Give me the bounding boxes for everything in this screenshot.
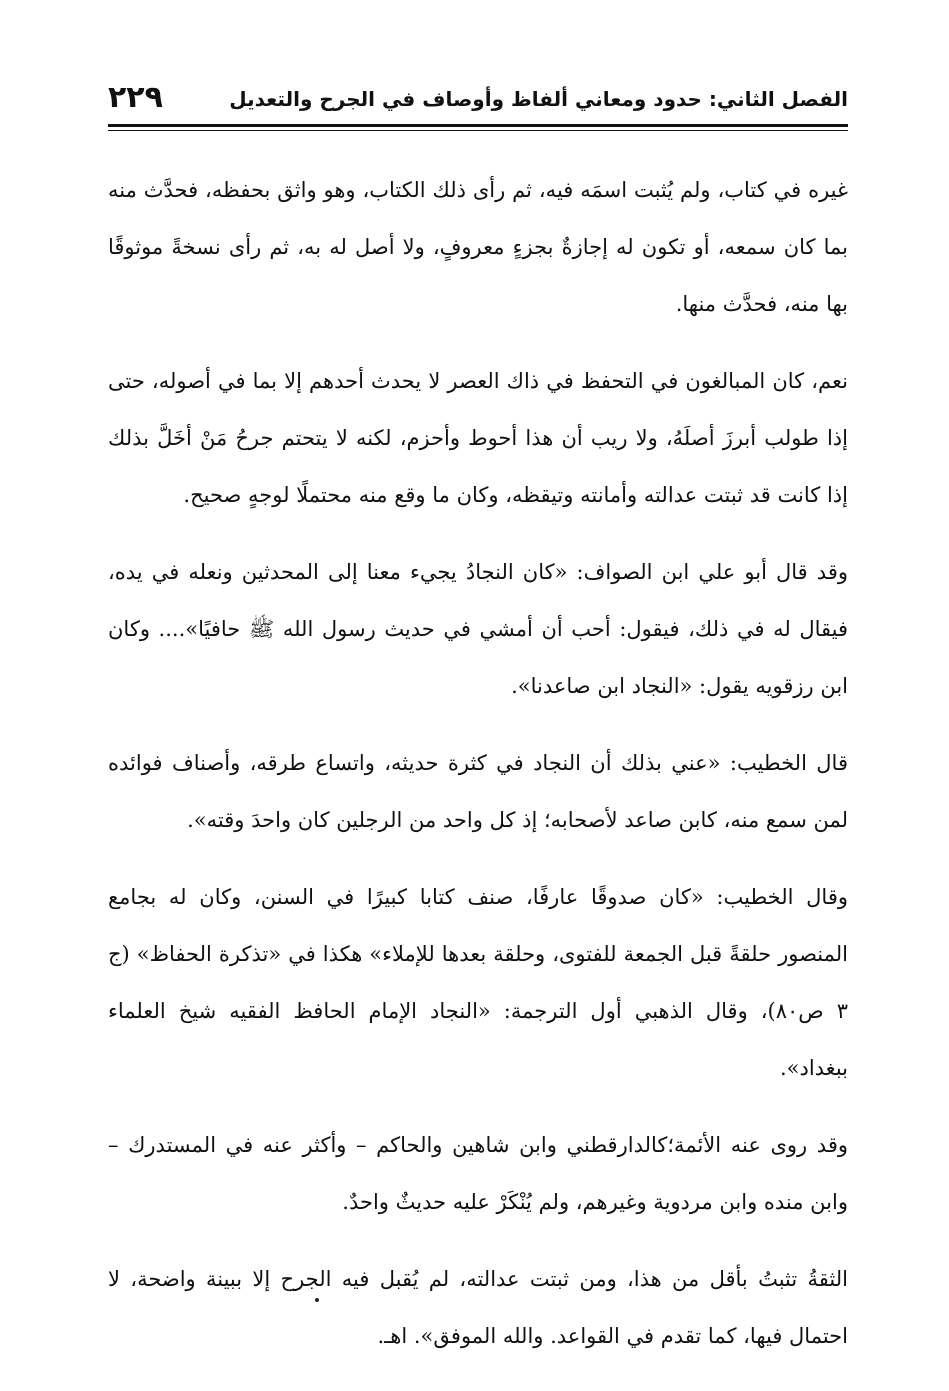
paragraph: وقد روى عنه الأئمة؛كالدارقطني وابن شاهين والحاكم – وأكثر عنه في المستدرك – وابن منده وابن مردوية وغيرهم، ولم يُنْكَرْ عليه حديثٌ واحدٌ.: [108, 1133, 848, 1214]
body-text: [108, 162, 848, 1385]
paragraph: الثقةُ تثبتُ بأقل من هذا، ومن ثبتت عدالته، لم يُقبل فيه الجرح إلا ببينة واضحة، لا احتمال فيها، كما تقدم في القواعد. والله الموفق». اهـ.: [108, 1267, 848, 1348]
paragraph: وقال الخطيب: «كان صدوقًا عارفًا، صنف كتابا كبيرًا في السنن، وكان له بجامع المنصور حلقةً قبل الجمعة للفتوى، وحلقة بعدها للإملاء» هكذا في «تذكرة الحفاظ» (ج ٣ ص٨٠)، وقال الذهبي أول الترجمة: «النجاد الإمام الحافظ الفقيه شيخ العلماء ببغداد».: [108, 885, 848, 1080]
header-rule-thin: [108, 130, 848, 131]
header-rule-thick: [108, 124, 848, 127]
running-title: الفصل الثاني: حدود ومعاني ألفاظ وأوصاف في الجرح والتعديل: [229, 87, 848, 111]
paragraph: وقد قال أبو علي ابن الصواف: «كان النجادُ يجيء معنا إلى المحدثين ونعله في يده، فيقال له في ذلك، فيقول: أحب أن أمشي في حديث رسول الله ﷺ حافيًا».... وكان ابن رزقويه يقول: «النجاد ابن صاعدنا».: [108, 560, 848, 698]
page-header: [108, 78, 848, 122]
paragraph: قال الخطيب: «عني بذلك أن النجاد في كثرة حديثه، واتساع طرقه، وأصناف فوائده لمن سمع منه، كابن صاعد لأصحابه؛ إذ كل واحد من الرجلين كان واحدَ وقته».: [108, 751, 848, 832]
paragraph: غيره في كتاب، ولم يُثبت اسمَه فيه، ثم رأى ذلك الكتاب، وهو واثق بحفظه، فحدَّث منه بما كان سمعه، أو تكون له إجازةٌ بجزءٍ معروفٍ، ولا أصل له به، ثم رأى نسخةً موثوقًا بها منه، فحدَّث منها.: [108, 178, 848, 316]
stray-dot: [315, 1298, 319, 1302]
page-number: ٢٢٩: [108, 80, 163, 115]
paragraph: نعم، كان المبالغون في التحفظ في ذاك العصر لا يحدث أحدهم إلا بما في أصوله، حتى إذا طولب أبرزَ أصلَهُ، ولا ريب أن هذا أحوط وأحزم، لكنه لا يتحتم جرحُ مَنْ أخَلَّ بذلك إذا كانت قد ثبتت عدالته وأمانته وتيقظه، وكان ما وقع منه محتملًا لوجهٍ صحيح.: [108, 369, 848, 507]
